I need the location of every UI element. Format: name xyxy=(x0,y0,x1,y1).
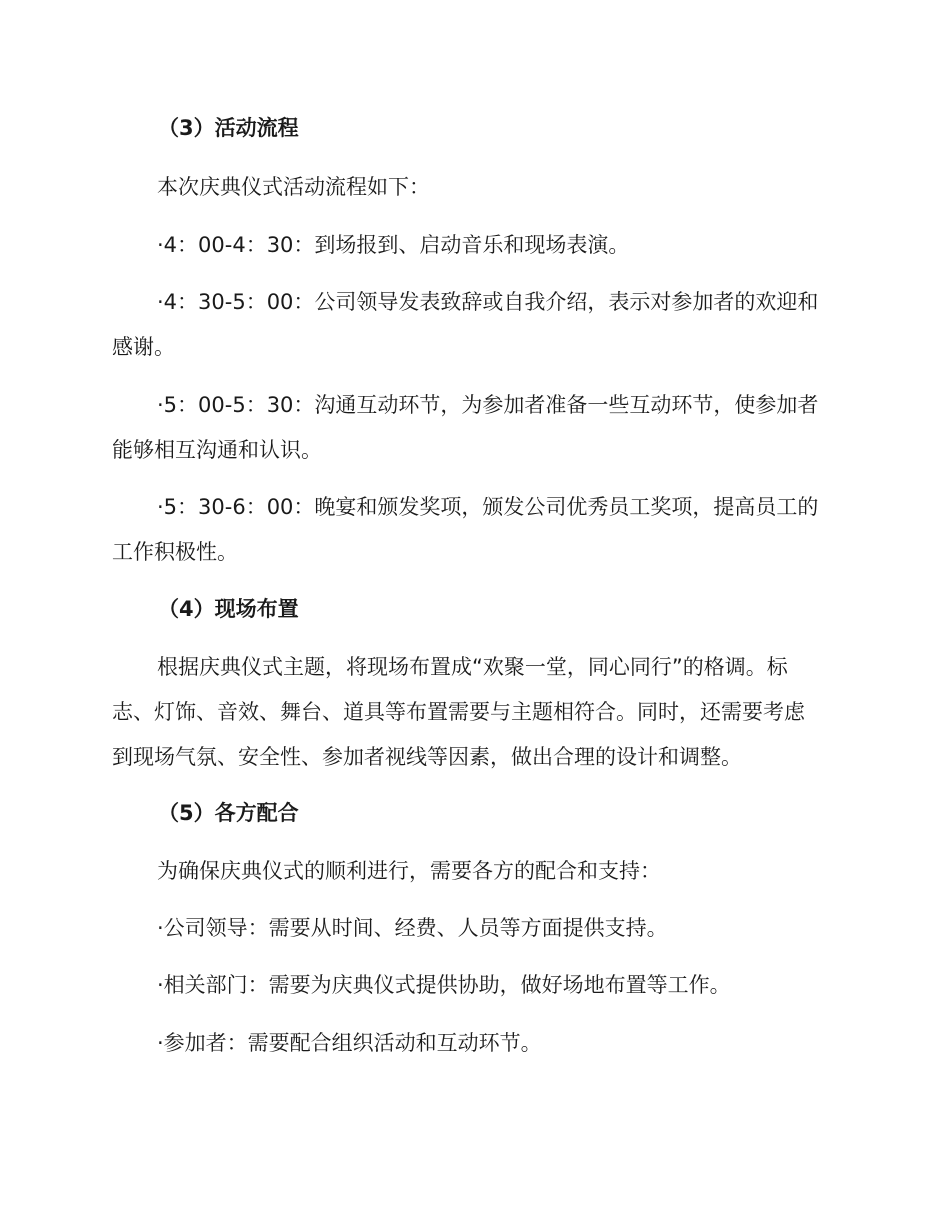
section-heading-4: （4）现场布置 xyxy=(158,597,299,621)
section-heading-3: （3）活动流程 xyxy=(158,116,299,140)
paragraph-cooperation-intro: 为确保庆典仪式的顺利进行，需要各方的配合和支持： xyxy=(157,859,661,883)
list-item-schedule-4-line-2: 工作积极性。 xyxy=(112,540,238,564)
list-item-cooperation-2: ·相关部门：需要为庆典仪式提供协助，做好场地布置等工作。 xyxy=(157,973,731,997)
list-item-cooperation-3: ·参加者：需要配合组织活动和互动环节。 xyxy=(157,1031,542,1055)
paragraph-layout-line-1: 根据庆典仪式主题，将现场布置成“欢聚一堂，同心同行”的格调。标 xyxy=(157,655,788,679)
list-item-schedule-3-line-1: ·5：00-5：30：沟通互动环节，为参加者准备一些互动环节，使参加者 xyxy=(157,393,819,417)
list-item-schedule-1: ·4：00-4：30：到场报到、启动音乐和现场表演。 xyxy=(157,233,630,257)
list-item-cooperation-1: ·公司领导：需要从时间、经费、人员等方面提供支持。 xyxy=(157,916,668,940)
paragraph-layout-line-2: 志、灯饰、音效、舞台、道具等布置需要与主题相符合。同时，还需要考虑 xyxy=(112,700,805,724)
list-item-schedule-4-line-1: ·5：30-6：00：晚宴和颁发奖项，颁发公司优秀员工奖项，提高员工的 xyxy=(157,495,819,519)
list-item-schedule-2-line-2: 感谢。 xyxy=(112,335,175,359)
paragraph-intro-flow: 本次庆典仪式活动流程如下： xyxy=(157,175,430,199)
list-item-schedule-3-line-2: 能够相互沟通和认识。 xyxy=(112,438,322,462)
paragraph-layout-line-3: 到现场气氛、安全性、参加者视线等因素，做出合理的设计和调整。 xyxy=(112,745,742,769)
list-item-schedule-2-line-1: ·4：30-5：00：公司领导发表致辞或自我介绍，表示对参加者的欢迎和 xyxy=(157,290,819,314)
section-heading-5: （5）各方配合 xyxy=(158,801,299,825)
